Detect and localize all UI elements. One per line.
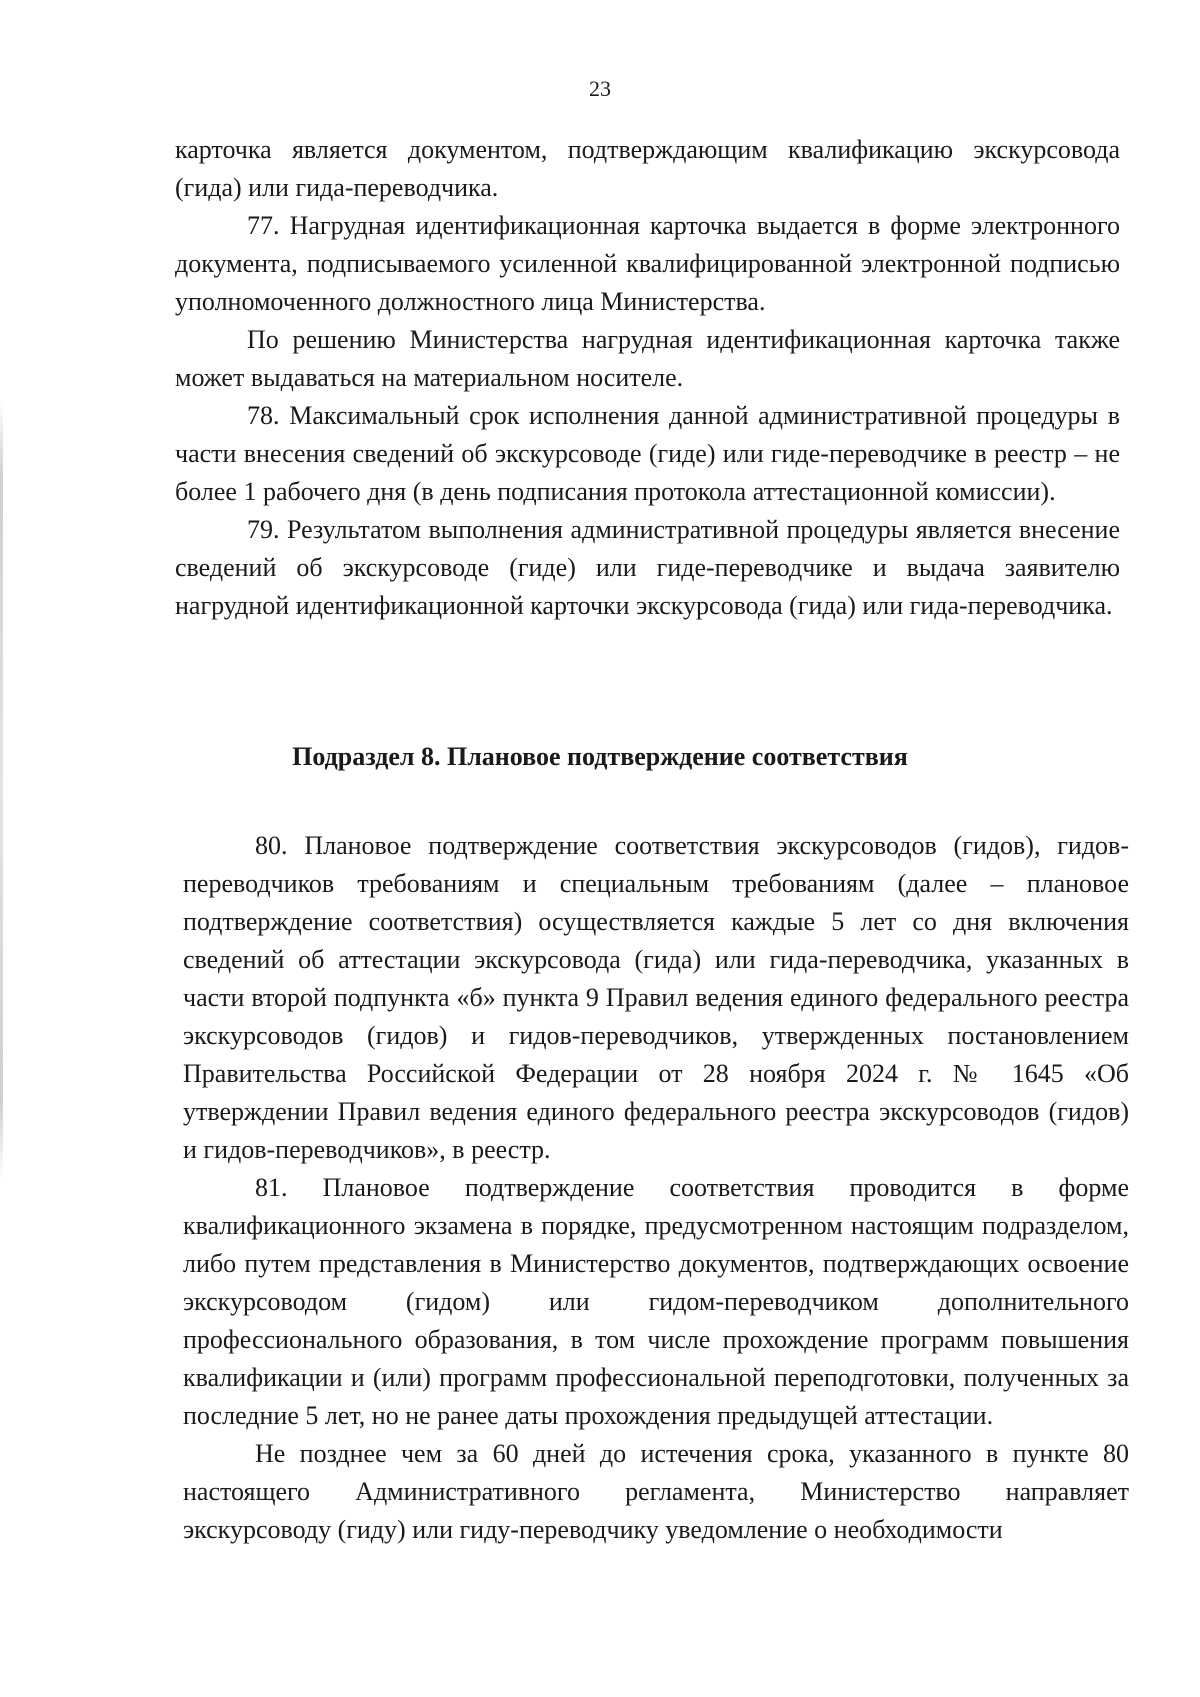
paragraph-81-addendum: Не позднее чем за 60 дней до истечения срока, указанного в пункте 80 настоящего Административного регламента, Министерство направляет экскурсоводу (гиду) или гиду-переводчику уведомление о необходимости <box>183 1439 1129 1544</box>
scan-edge-shadow <box>0 400 3 1180</box>
paragraph-77-addendum: По решению Министерства нагрудная идентификационная карточка также может выдаваться на материальном носителе. <box>175 325 1120 392</box>
page-number: 23 <box>589 76 611 101</box>
section-heading: Подраздел 8. Плановое подтверждение соответствия <box>292 742 908 771</box>
paragraph-79: 79. Результатом выполнения административной процедуры является внесение сведений об экскурсоводе (гиде) или гиде-переводчике и выдача заявителю нагрудной идентификационной карточки экскурсовода (гида) или гида-переводчика. <box>175 515 1120 620</box>
paragraph-80: 80. Плановое подтверждение соответствия экскурсоводов (гидов), гидов-переводчиков требованиям и специальным требованиям (далее – плановое подтверждение соответствия) осуществляется каждые 5 лет со дня включения сведений об аттестации экскурсовода (гида) или гида-переводчика, указанных в части второй подпункта «б» пункта 9 Правил ведения единого федерального реестра экскурсоводов (гидов) и гидов-переводчиков, утвержденных постановлением Правительства Российской Федерации от 28 ноября 2024 г. № 1645 «Об утверждении Правил ведения единого федерального реестра экскурсоводов (гидов) и гидов-переводчиков», в реестр. <box>183 831 1129 1164</box>
paragraph-77: 77. Нагрудная идентификационная карточка выдается в форме электронного документа, подписываемого усиленной квалифицированной электронной подписью уполномоченного должностного лица Министерства. <box>175 211 1120 316</box>
text-block-top <box>175 131 1120 625</box>
paragraph-78: 78. Максимальный срок исполнения данной административной процедуры в части внесения сведений об экскурсоводе (гиде) или гиде-переводчике в реестр – не более 1 рабочего дня (в день подписания протокола аттестационной комиссии). <box>175 401 1120 506</box>
paragraph-continuation: карточка является документом, подтверждающим квалификацию экскурсовода (гида) или гида-переводчика. <box>175 135 1120 202</box>
paragraph-81: 81. Плановое подтверждение соответствия проводится в форме квалификационного экзамена в порядке, предусмотренном настоящим подразделом, либо путем представления в Министерство документов, подтверждающих освоение экскурсоводом (гидом) или гидом-переводчиком дополнительного профессионального образования, в том числе прохождение программ повышения квалификации и (или) программ профессиональной переподготовки, полученных за последние 5 лет, но не ранее даты прохождения предыдущей аттестации. <box>183 1173 1129 1430</box>
text-block-bottom <box>183 827 1129 1549</box>
